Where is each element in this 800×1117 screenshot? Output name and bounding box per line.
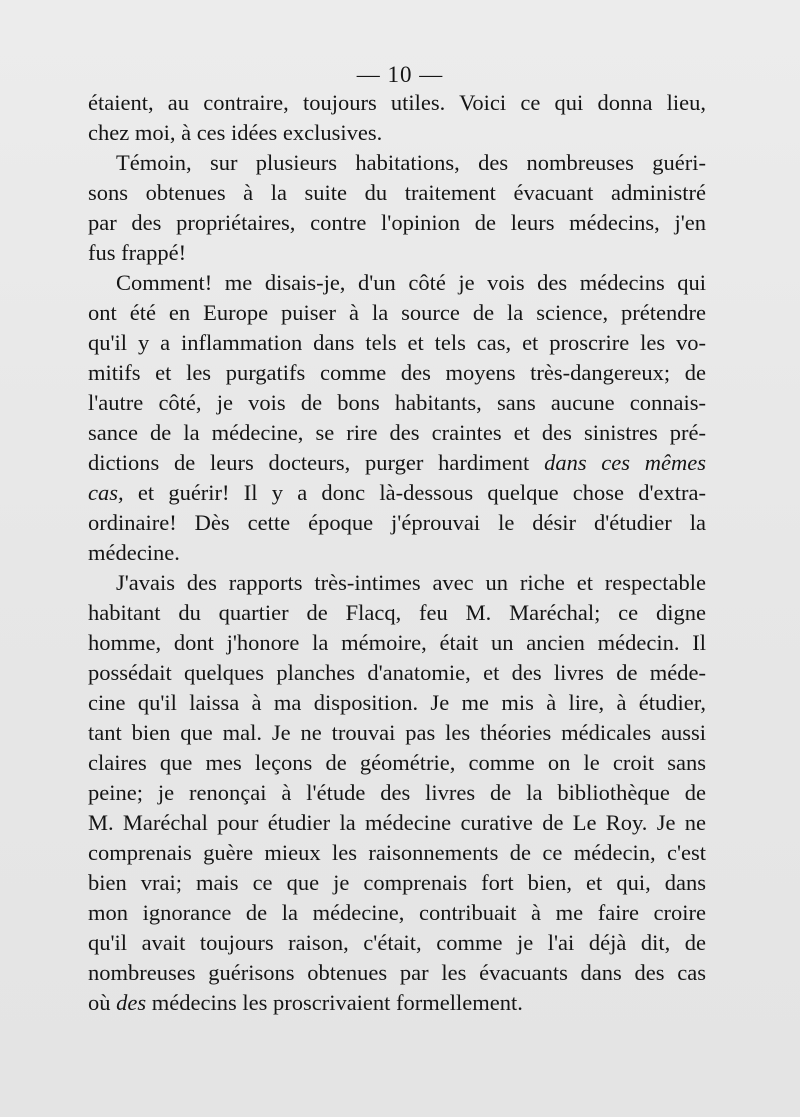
text-segment: dictions de leurs docteurs, purger hardiment [88, 450, 530, 475]
text-line: sons obtenues à la suite du traitement évacuant administré [88, 180, 706, 205]
italic-text: cas, [88, 480, 124, 505]
text-line: cine qu'il laissa à ma disposition. Je me mis à lire, à étudier, [88, 690, 706, 715]
text-line: homme, dont j'honore la mémoire, était un ancien médecin. Il [88, 630, 706, 655]
text-line: peine; je renonçai à l'étude des livres de la bibliothèque de [88, 780, 706, 805]
italic-text: des [116, 990, 147, 1015]
text-line: bien vrai; mais ce que je comprenais fort bien, et qui, dans [88, 870, 706, 895]
text-segment: et guérir! Il y a donc là-dessous quelque chose d'extra- [137, 480, 707, 505]
text-line: nombreuses guérisons obtenues par les évacuants dans des cas [88, 960, 706, 985]
text-line [88, 448, 706, 478]
text-line: mitifs et les purgatifs comme des moyens très-dangereux; de [88, 360, 706, 385]
text-line: M. Maréchal pour étudier la médecine curative de Le Roy. Je ne [88, 810, 706, 835]
text-line: l'autre côté, je vois de bons habitants, sans aucune connais- [88, 390, 706, 415]
text-line: ordinaire! Dès cette époque j'éprouvai le désir d'étudier la [88, 510, 706, 535]
text-line: fus frappé! [88, 240, 187, 265]
text-line: comprenais guère mieux les raisonnements de ce médecin, c'est [88, 840, 706, 865]
text-segment: où [88, 990, 111, 1015]
text-line: sance de la médecine, se rire des craintes et des sinistres pré- [88, 420, 706, 445]
paragraph [88, 268, 706, 568]
paragraph [88, 88, 706, 148]
text-line: J'avais des rapports très-intimes avec un riche et respectable [116, 570, 706, 595]
body-text [88, 88, 706, 1018]
paragraph [88, 568, 706, 1018]
text-line: claires que mes leçons de géométrie, comme on le croit sans [88, 750, 706, 775]
text-line: ont été en Europe puiser à la source de la science, prétendre [88, 300, 706, 325]
italic-text: dans ces mêmes [544, 450, 707, 475]
text-line: qu'il avait toujours raison, c'était, comme je l'ai déjà dit, de [88, 930, 706, 955]
text-line: Comment! me disais-je, d'un côté je vois des médecins qui [116, 270, 706, 295]
text-line [88, 988, 706, 1018]
page-number: — 10 — [356, 62, 444, 87]
text-line: qu'il y a inflammation dans tels et tels cas, et proscrire les vo- [88, 330, 706, 355]
text-line: possédait quelques planches d'anatomie, et des livres de méde- [88, 660, 706, 685]
text-line: médecine. [88, 540, 180, 565]
text-line: tant bien que mal. Je ne trouvai pas les théories médicales aussi [88, 720, 706, 745]
text-line: Témoin, sur plusieurs habitations, des nombreuses guéri- [116, 150, 706, 175]
paragraph [88, 148, 706, 268]
text-line: étaient, au contraire, toujours utiles. Voici ce qui donna lieu, [88, 90, 706, 115]
text-line: habitant du quartier de Flacq, feu M. Maréchal; ce digne [88, 600, 706, 625]
text-line: mon ignorance de la médecine, contribuait à me faire croire [88, 900, 706, 925]
text-line: par des propriétaires, contre l'opinion de leurs médecins, j'en [88, 210, 706, 235]
text-line [88, 478, 706, 508]
text-line: chez moi, à ces idées exclusives. [88, 120, 383, 145]
text-segment: médecins les proscrivaient formellement. [151, 990, 523, 1015]
